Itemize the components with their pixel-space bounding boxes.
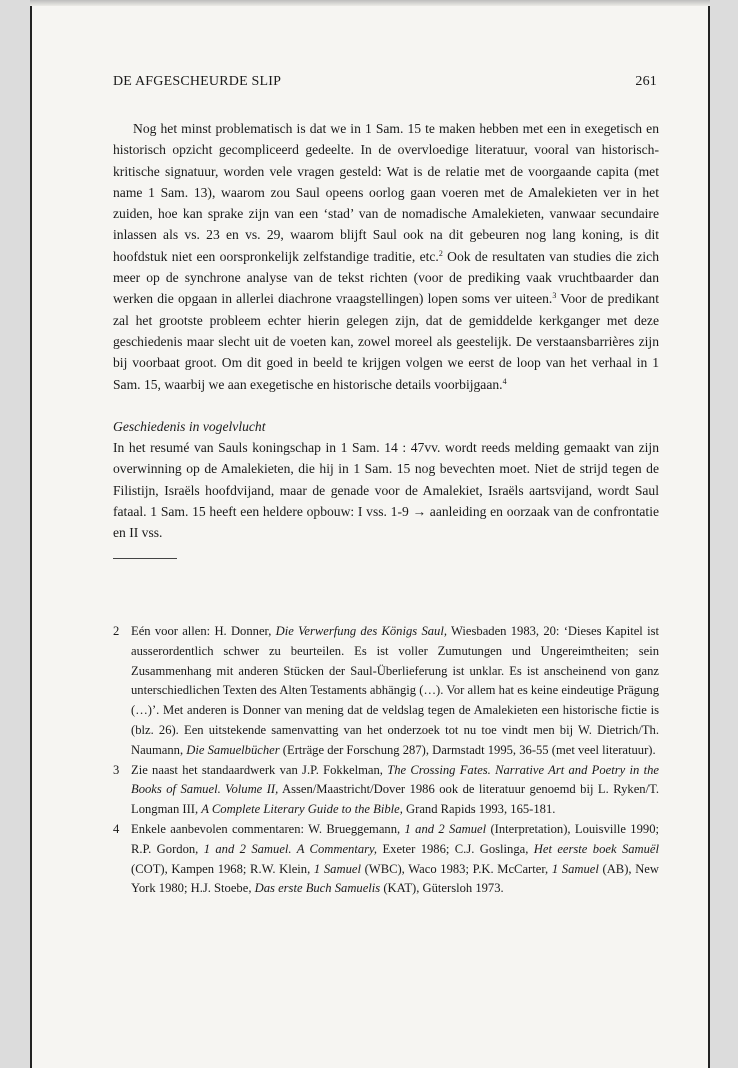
- footnote-ref-2: 2: [438, 248, 443, 258]
- paragraph-1: [113, 118, 659, 395]
- paragraph-2: In het resumé van Sauls koningschap in 1 Sam. 14 : 47vv. wordt reeds melding gemaakt van zijn overwinning op de Amalekieten, die hij in 1 Sam. 15 nog bevechten moet. Niet de strijd tegen de Filistijn, Israëls hoofdvijand, maar de genade voor de Amalekiet, Israëls aartsvijand, wordt Saul fataal. 1 Sam. 15 heeft een heldere opbouw: I vss. 1-9 → aanleiding en oorzaak van de confrontatie en II vss.: [113, 440, 659, 541]
- footnote-text: Enkele aanbevolen commentaren: W. Brueggemann, 1 and 2 Samuel (Interpretation), Louisville 1990; R.P. Gordon, 1 and 2 Samuel. A Commentary, Exeter 1986; C.J. Goslinga, Het eerste boek Samuël (COT), Kampen 1968; R.W. Klein, 1 Samuel (WBC), Waco 1983; P.K. McCarter, 1 Samuel (AB), New York 1980; H.J. Stoebe, Das erste Buch Samuelis (KAT), Gütersloh 1973.: [131, 821, 660, 896]
- footnote: [113, 820, 659, 899]
- scan-edge: [30, 0, 710, 6]
- footnote: [113, 622, 659, 761]
- paragraph-1-part-c: Voor de predikant zal het grootste probleem echter hierin gelegen zijn, dat de gemiddelde kerkganger met deze geschiedenis maar slecht uit de voeten kan, zowel moreel als geestelijk. De verstaansbarrières zijn bij voorbaat groot. Om dit goed in beeld te krijgen volgen we eerst de loop van het verhaal in 1 Sam. 15, waarbij we aan exegetische en historische details voorbijgaan.: [113, 291, 659, 392]
- page-number: 261: [635, 74, 657, 89]
- book-page: [30, 0, 710, 1068]
- paragraph-1-part-b: Ook de resultaten van studies die zich meer op de synchrone analyse van de tekst richten (voor de prediking vaak vruchtbaarder dan werken die opgaan in allerlei diachrone vraagstellingen) lopen soms ver uiteen.: [113, 248, 659, 307]
- footnote-ref-3: 3: [552, 291, 557, 301]
- running-header: [113, 74, 657, 90]
- paragraph-1-part-a: Nog het minst problematisch is dat we in 1 Sam. 15 te maken hebben met een in exegetisch en historisch opzicht gecompliceerd gedeelte. In de overvloedige literatuur, vooral van historisch-kritische signatuur, worden vele vragen gesteld: Wat is de relatie met de voorgaande capita (met name 1 Sam. 13), waarom zou Saul opeens oorlog gaan voeren met de Amalekieten ver in het zuiden, hoe kan sprake zijn van een ‘stad’ van de nomadische Amalekieten, vanwaar secundaire inlassen als vs. 23 en vs. 29, waarom blijft Saul ook na dit gebeuren nog lang koning, is dit hoofdstuk niet een oorspronkelijk zelfstandige traditie, etc.: [113, 121, 659, 264]
- section-heading: Geschiedenis in vogelvlucht: [113, 418, 266, 434]
- footnote-number: 4: [113, 821, 120, 836]
- footnote-text: Eén voor allen: H. Donner, Die Verwerfung des Königs Saul, Wiesbaden 1983, 20: ‘Dieses Kapitel ist ausserordentlich schwer zu beurteilen. Es ist voller Zumutungen und Ungereimtheiten; sein Zusammenhang mit anderen Stücken der Saul-Überlieferung ist unklar. Es ist anscheinend von ganz unterschiedlichen Texten des Alten Testaments abhängig (…). Vor allem hat es keine eindeutige Prägung (…)’. Met anderen is Donner van mening dat de veldslag tegen de Amalekieten een historische fictie is (blz. 26). Een uitstekende samenvatting van het onderzoek tot nu toe vindt men bij W. Dietrich/Th. Naumann, Die Samuelbücher (Erträge der Forschung 287), Darmstadt 1995, 36-55 (met veel literatuur).: [131, 624, 659, 757]
- main-text: [113, 118, 659, 559]
- footnote-number: 3: [113, 762, 120, 777]
- footnote-text: Zie naast het standaardwerk van J.P. Fokkelman, The Crossing Fates. Narrative Art and Poetry in the Books of Samuel. Volume II, Assen/Maastricht/Dover 1986 ook de literatuur genoemd bij L. Ryken/T. Longman III, A Complete Literary Guide to the Bible, Grand Rapids 1993, 165-181.: [131, 762, 660, 817]
- footnote: [113, 761, 659, 820]
- footnotes: [113, 622, 659, 899]
- footnote-number: 2: [113, 624, 120, 638]
- footnote-ref-4: 4: [502, 376, 507, 386]
- running-title: DE AFGESCHEURDE SLIP: [113, 74, 282, 89]
- footnote-divider: [113, 558, 177, 559]
